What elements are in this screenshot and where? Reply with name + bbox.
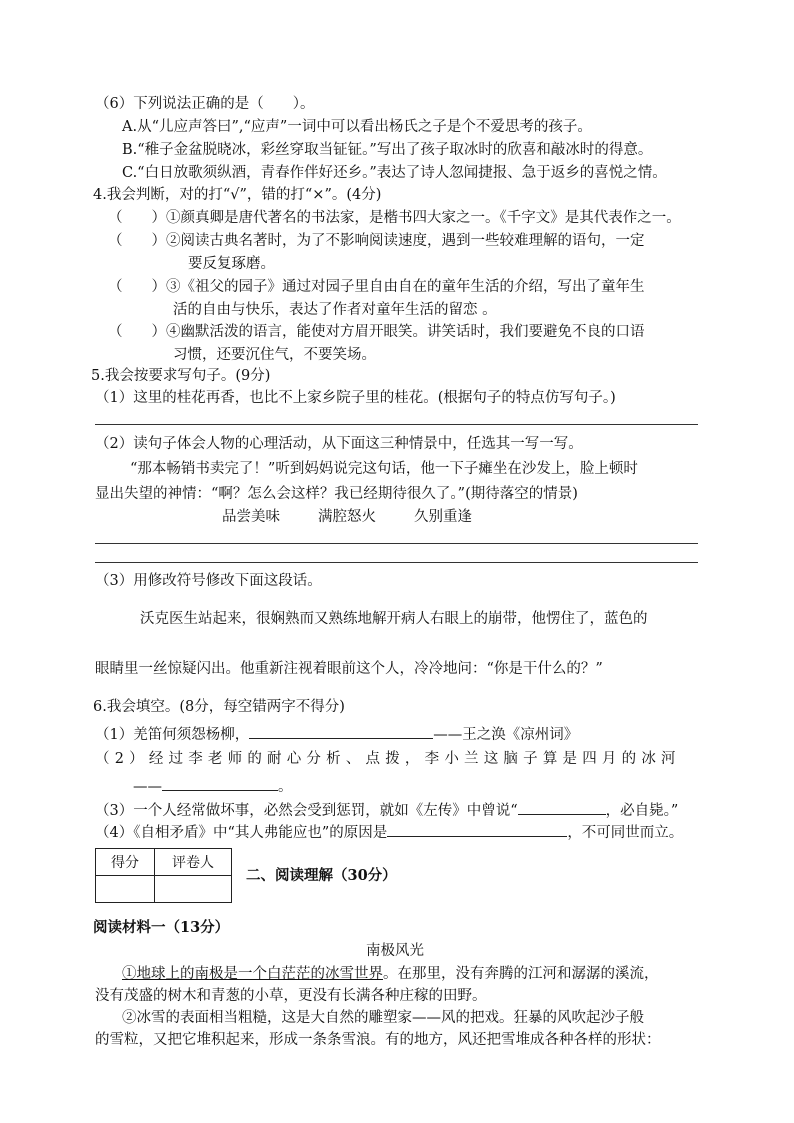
reading1-p1-line2: 没有茂盛的树木和青葱的小草，更没有长满各种庄稼的田野。 — [95, 988, 487, 1004]
score-table — [95, 848, 232, 903]
q6-sub4-blank[interactable] — [387, 820, 567, 837]
q5-sub2: （2）读句子体会人物的心理活动，从下面这三种情景中，任选其一写一写。 — [95, 436, 583, 452]
q4-heading: 4.我会判断，对的打“√”，错的打“×”。(4分) — [93, 187, 382, 203]
answer-bracket[interactable]: （ ） — [108, 324, 166, 340]
q5-sub2-answer-line-1[interactable] — [95, 543, 698, 544]
grader-header: 评卷人 — [155, 849, 232, 876]
q4-item-4-cont: 习惯，还要沉住气，不要笑场。 — [173, 347, 376, 363]
q5-sub2-answer-line-2[interactable] — [95, 562, 698, 563]
q5-sub2-text-line2: 显出失望的神情：“啊？怎么会这样？我已经期待很久了。”(期待落空的情景) — [95, 486, 578, 502]
q5-sub3: （3）用修改符号修改下面这段话。 — [95, 573, 322, 589]
q6-heading: 6.我会填空。(8分，每空错两字不得分) — [93, 699, 345, 715]
q6-sub2: （2）经过李老师的耐心分析、点拨，李小兰这脑子算是四月的冰河 — [95, 751, 681, 767]
q6-sub3-blank[interactable] — [518, 798, 606, 815]
q6-sub1-suffix: ——王之涣《凉州词》 — [433, 727, 579, 743]
q5-sub3-text-line2: 眼睛里一丝惊疑闪出。他重新注视着眼前这个人，冷冷地问：“你是干什么的？” — [95, 661, 603, 677]
q6-sub3-prefix: （3）一个人经常做坏事，必然会受到惩罚，就如《左传》中曾说“ — [95, 803, 518, 819]
reading1-p1-underlined: ①地球上的南极是一个白茫茫的冰雪世界 — [122, 966, 383, 982]
q6-sub2-dash: —— — [133, 779, 162, 795]
q5-heading: 5.我会按要求写句子。(9分) — [91, 368, 271, 384]
q4-item-3 — [108, 277, 645, 297]
q5-scene-3: 久别重逢 — [414, 509, 472, 525]
q5-sub2-text-line1: “那本畅销书卖完了！”听到妈妈说完这句话，他一下子瘫坐在沙发上，脸上顿时 — [130, 461, 638, 477]
q6-sub2-cont — [133, 774, 293, 797]
score-cell[interactable] — [96, 876, 155, 903]
q5-scene-1: 品尝美味 — [222, 509, 280, 525]
q6-sub3-suffix: ，必自毙。” — [605, 803, 679, 819]
section-title: 二、阅读理解（30分） — [246, 867, 397, 884]
q5-sub1: （1）这里的桂花再香，也比不上家乡院子里的桂花。(根据句子的特点仿写句子。) — [95, 390, 616, 406]
q6-sub4 — [95, 820, 683, 843]
q5-scene-2: 满腔怒火 — [318, 509, 376, 525]
grader-cell[interactable] — [155, 876, 232, 903]
score-header: 得分 — [96, 849, 155, 876]
q5-sub1-answer-line[interactable] — [95, 424, 698, 425]
q4-item-text: ③《祖父的园子》通过对园子里自由自在的童年生活的介绍，写出了童年生 — [166, 279, 645, 295]
q3-6-option-b: B.“稚子金盆脱晓冰，彩丝穿取当钲钲。”写出了孩子取冰时的欣喜和敲冰时的得意。 — [122, 142, 653, 158]
q6-sub1-prefix: （1）羌笛何须怨杨柳， — [95, 727, 250, 743]
q6-sub4-prefix: （4）《自相矛盾》中“其人弗能应也”的原因是 — [95, 825, 388, 841]
q3-6-option-a: A.从“儿应声答曰”,“应声”一词中可以看出杨氏之子是个不爱思考的孩子。 — [122, 119, 592, 135]
q6-sub3 — [95, 798, 678, 821]
q6-sub2-blank[interactable] — [162, 774, 278, 791]
answer-bracket[interactable]: （ ） — [108, 210, 166, 226]
q6-sub4-suffix: ，不可同世而立。 — [567, 825, 684, 841]
q3-6-stem: （6）下列说法正确的是（ ）。 — [95, 96, 315, 112]
q5-sub3-text-line1: 沃克医生站起来，很娴熟而又熟练地解开病人右眼上的崩带，他愣住了，蓝色的 — [140, 611, 648, 627]
reading1-p1-rest: 。在那里，没有奔腾的江河和潺潺的溪流， — [383, 966, 659, 982]
q4-item-4 — [108, 322, 645, 342]
answer-bracket[interactable]: （ ） — [108, 279, 166, 295]
q4-item-2-cont: 要反复琢磨。 — [188, 256, 275, 272]
q4-item-text: ②阅读古典名著时，为了不影响阅读速度，遇到一些较难理解的语句，一定 — [166, 233, 645, 249]
q3-6-option-c: C.“白日放歌须纵酒，青春作伴好还乡。”表达了诗人忽闻捷报、急于返乡的喜悦之情。 — [122, 165, 667, 181]
q4-item-2 — [108, 231, 645, 251]
q6-sub1 — [95, 722, 578, 745]
reading1-heading: 阅读材料一（13分） — [93, 919, 230, 936]
answer-bracket[interactable]: （ ） — [108, 233, 166, 249]
q4-item-1 — [108, 208, 681, 228]
q4-item-text: ①颜真卿是唐代著名的书法家，是楷书四大家之一。《千字文》是其代表作之一。 — [166, 210, 681, 226]
q6-sub1-blank[interactable] — [249, 722, 433, 739]
reading1-p2-line2: 的雪粒，又把它堆积起来，形成一条条雪浪。有的地方，风还把雪堆成各种各样的形状： — [95, 1032, 661, 1048]
reading1-p1-line1 — [122, 964, 659, 984]
q4-item-3-cont: 活的自由与快乐，表达了作者对童年生活的留恋 。 — [173, 302, 497, 318]
q4-item-text: ④幽默活泼的语言，能使对方眉开眼笑。讲笑话时，我们要避免不良的口语 — [166, 324, 645, 340]
reading1-title: 南极风光 — [366, 943, 424, 959]
reading1-p2-line1: ②冰雪的表面相当粗糙，这是大自然的雕塑家——风的把戏。狂暴的风吹起沙子般 — [122, 1010, 644, 1026]
q6-sub2-end: 。 — [278, 779, 293, 795]
